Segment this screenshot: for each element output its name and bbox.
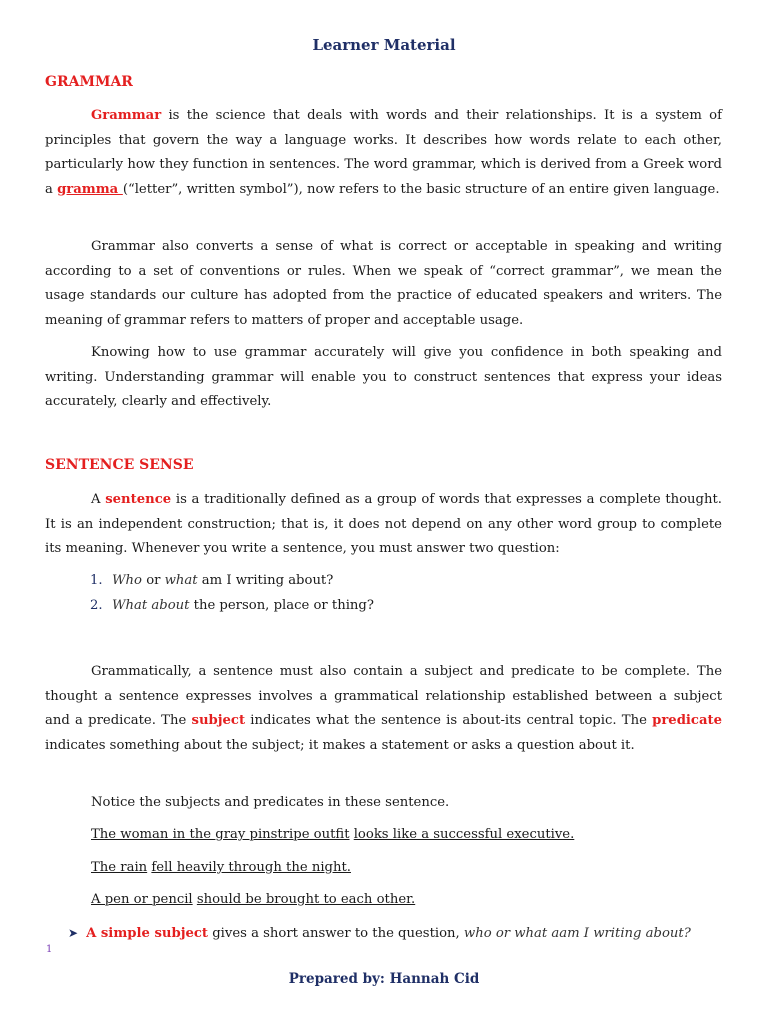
sentence-paragraph-1: A sentence is a traditionally defined as a group of words that expresses a complete thought. It is an independent construction; that is, it does not depend on any other word group to complete its meaning. Whenever you write a sentence, you must answer two question: [45,492,722,557]
sentence-paragraph-2: Grammatically, a sentence must also contain a subject and predicate to be complete. The thought a sentence expresses involves a grammatical relationship established between a subject and a predicate. The subject indicates what the sentence is about-its central topic. The predicate indicates something about the subject; it makes a statement or asks a question about it. [45,664,722,753]
example-predicate: fell heavily through the night. [151,860,351,875]
page-title: Learner Material [312,36,456,54]
question-list [90,569,374,618]
term-predicate: predicate [652,713,722,729]
list-item: 2. What about the person, place or thing? [90,597,374,613]
example-subject: The rain [91,860,148,875]
term-gramma: gramma [57,181,123,197]
term-sentence: sentence [105,492,172,507]
example-sentence [91,825,574,845]
term-simple-subject: A simple subject [86,926,209,941]
notice-line: Notice the subjects and predicates in these sentence. [91,795,450,810]
list-item: 1. Who or what am I writing about? [90,573,334,588]
example-predicate: should be brought to each other. [196,892,416,907]
example-subject: The woman in the gray pinstripe outfit [91,827,350,842]
simple-subject-bullet: ➤ A simple subject gives a short answer to the question, who or what aam I writing about? [68,926,691,941]
term-grammar: Grammar [91,108,162,123]
example-predicate: looks like a successful executive. [353,827,575,842]
grammar-paragraph-1: Grammar is the science that deals with words and their relationships. It is a system of principles that govern the way a language works. It describes how words relate to each other, particularly how they function in sentences. The word grammar, which is derived from a Greek word a gramma (“letter”, written symbol”), now refers to the basic structure of an entire given language. [45,108,722,197]
page-number: 1 [46,944,53,955]
sentence-sense-heading: SENTENCE SENSE [45,457,194,473]
grammar-paragraph-2: Grammar also converts a sense of what is correct or acceptable in speaking and writing according to a set of conventions or rules. When we speak of “correct grammar”, we mean the usage standards our culture has adopted from the practice of educated speakers and writers. The meaning of grammar refers to matters of proper and acceptable usage. [45,239,722,328]
example-sentence [91,858,351,878]
example-subject: A pen or pencil [91,892,193,907]
example-sentence [91,890,415,910]
grammar-paragraph-3: Knowing how to use grammar accurately will give you confidence in both speaking and writing. Understanding grammar will enable you to construct sentences that express your ideas accurately, clearly and effectively. [45,345,722,410]
term-subject: subject [191,713,246,729]
grammar-heading: GRAMMAR [45,74,133,90]
arrow-bullet-icon: ➤ [68,926,79,940]
footer-prepared-by: Prepared by: Hannah Cid [288,971,480,987]
